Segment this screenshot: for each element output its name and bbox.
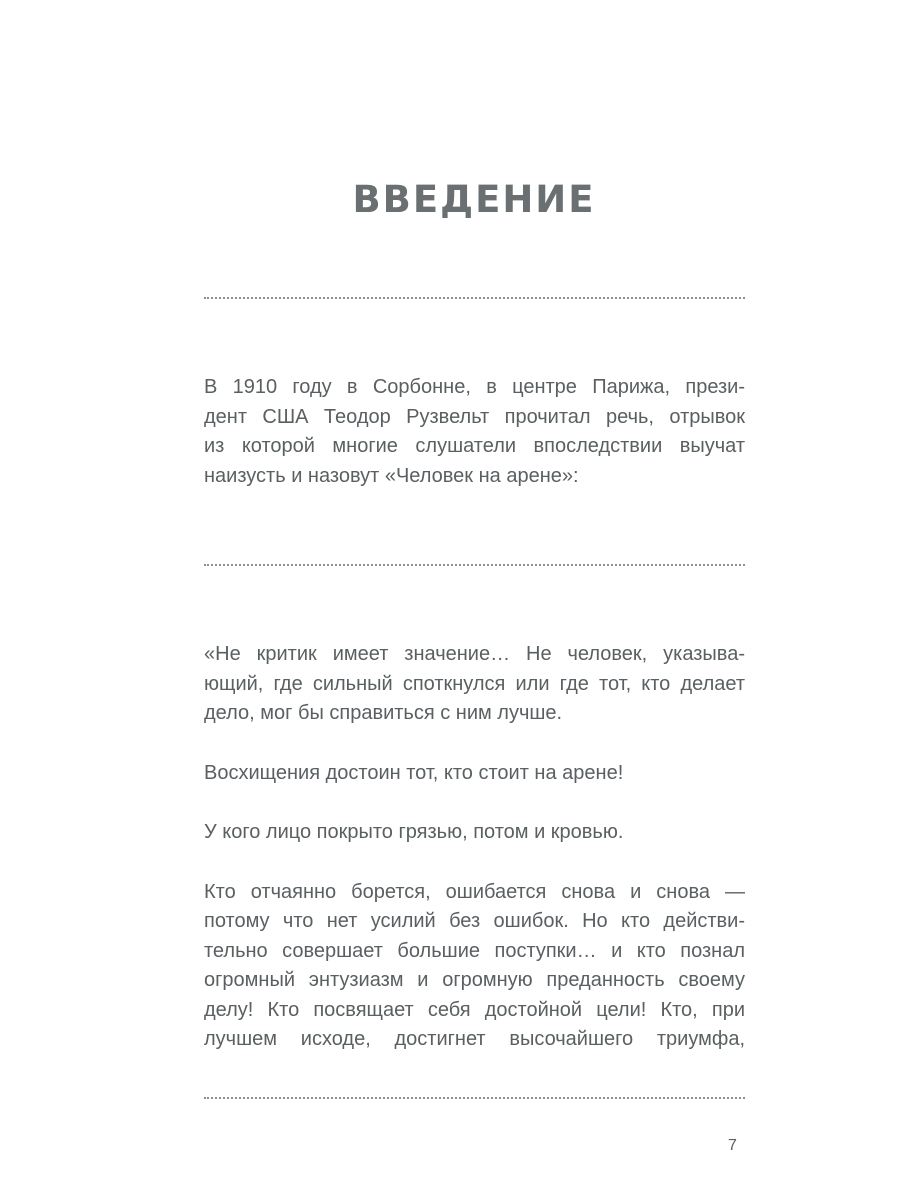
quote-line: «Не критик имеет значение… Не человек, указыва- [204, 643, 745, 665]
quote-line: огромный энтузиазм и огромную преданность своему [204, 969, 745, 991]
quote-line: Кто отчаянно борется, ошибается снова и снова — [204, 880, 745, 903]
chapter-title: ВВЕДЕНИЕ [352, 178, 596, 221]
quote-line: делу! Кто посвящает себя достойной цели! Кто, при [204, 998, 745, 1021]
quote-block [204, 640, 745, 1055]
dotted-divider-bottom [204, 1097, 745, 1099]
quote-line: дело, мог бы справиться с ним лучше. [204, 702, 563, 724]
intro-line: дент США Теодор Рузвельт прочитал речь, отрывок [204, 405, 745, 428]
intro-paragraph [204, 373, 745, 491]
dotted-divider-middle [204, 564, 745, 566]
quote-paragraph-1 [204, 640, 745, 729]
quote-line: тельно совершает большие поступки… и кто познал [204, 939, 745, 962]
page-number: 7 [728, 1137, 737, 1154]
quote-paragraph-4 [204, 878, 745, 1055]
dotted-divider-top [204, 297, 745, 299]
intro-line: В 1910 году в Сорбонне, в центре Парижа, прези- [204, 376, 745, 398]
quote-line: потому что нет усилий без ошибок. Но кто действи- [204, 910, 745, 932]
quote-paragraph-2: Восхищения достоин тот, кто стоит на арене! [204, 761, 624, 784]
quote-paragraph-3: У кого лицо покрыто грязью, потом и кровью. [204, 821, 624, 843]
quote-line: ющий, где сильный споткнулся или где тот, кто делает [204, 672, 745, 695]
intro-line: из которой многие слушатели впоследствии выучат [204, 435, 745, 457]
quote-line: лучшем исходе, достигнет высочайшего триумфа, [204, 1028, 745, 1050]
intro-line: наизусть и назовут «Человек на арене»: [204, 464, 579, 487]
